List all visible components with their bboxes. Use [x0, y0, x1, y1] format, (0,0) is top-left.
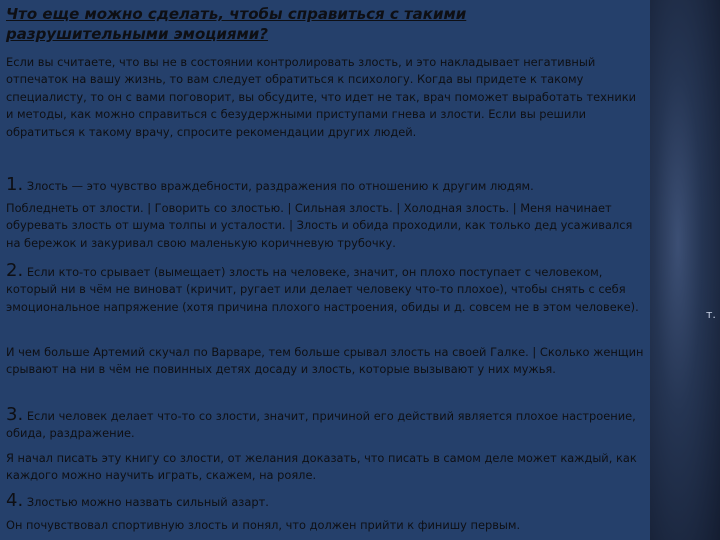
item-1-definition	[6, 174, 646, 197]
item-2-examples: И чем больше Артемий скучал по Варваре, тем больше срывал злость на своей Галке. | Сколько женщин срывают на ни в чём не повинных детях досаду и злость, которые вызывают у них мужья.	[6, 345, 644, 377]
slide-title: Что еще можно сделать, чтобы справиться с такими разрушительными эмоциями?	[6, 5, 467, 43]
item-2-number: 2.	[6, 260, 24, 281]
item-2-definition	[6, 262, 646, 316]
right-background-panel	[650, 0, 720, 540]
item-4-definition-text: Злостью можно назвать сильный азарт.	[26, 495, 269, 509]
item-3-number: 3.	[6, 404, 24, 425]
item-3-examples: Я начал писать эту книгу со злости, от желания доказать, что писать в самом деле может каждый, как каждого можно научить играть, скажем, на рояле.	[6, 451, 637, 483]
item-4-number: 4.	[6, 490, 24, 511]
stray-text: т.	[706, 308, 716, 321]
item-1-definition-text: Злость — это чувство враждебности, раздражения по отношению к другим людям.	[26, 179, 534, 193]
item-1-number: 1.	[6, 174, 24, 195]
item-3-definition-text: Если человек делает что-то со злости, значит, причиной его действий является плохое настроение, обида, раздражение.	[6, 409, 636, 441]
item-4-examples: Он почувствовал спортивную злость и понял, что должен прийти к финишу первым.	[6, 518, 521, 532]
intro-paragraph: Если вы считаете, что вы не в состоянии контролировать злость, и это накладывает негативный отпечаток на вашу жизнь, то вам следует обратиться к психологу. Когда вы придете к такому специалисту, то он с вами поговорит, вы обсудите, что идет не так, врач поможет выработать техники и методы, как можно справиться с безудержными приступами гнева и злости. Если вы решили обратиться к такому врачу, спросите рекомендации других людей.	[6, 55, 637, 139]
item-2-definition-text: Если кто-то срывает (вымещает) злость на человеке, значит, он плохо поступает с человеком, который ни в чём не виноват (кричит, ругает или делает человеку что-то плохое), чтобы снять с себя эмоциональное напряжение (хотя причина плохого настроения, обиды и д. совсем не в этом человеке).	[6, 265, 639, 314]
item-4-definition	[6, 490, 646, 513]
item-3-definition	[6, 406, 646, 443]
item-1-examples: Побледнеть от злости. | Говорить со злостью. | Сильная злость. | Холодная злость. | Меня начинает обуревать злость от шума толпы и усталости. | Злость и обида проходили, как только дед усаживался на бережок и закуривал свою маленькую коричневую трубочку.	[6, 201, 633, 250]
